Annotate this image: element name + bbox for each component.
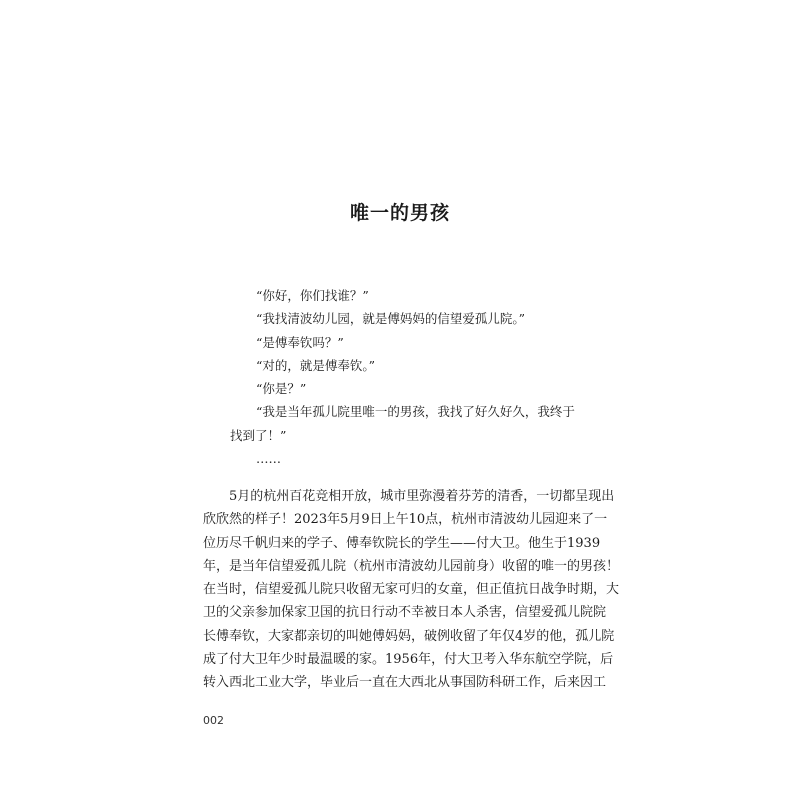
body-line: 欣欣然的样子！2023年5月9日上午10点，杭州市清波幼儿园迎来了一 — [203, 512, 608, 528]
body-paragraph — [203, 485, 620, 695]
dialogue-line: “你好，你们找谁？” — [256, 288, 369, 303]
body-line: 成了付大卫年少时最温暖的家。1956年，付大卫考入华东航空学院，后 — [203, 652, 614, 668]
dialogue-line-continuation: 找到了！” — [230, 427, 287, 443]
dialogue-ellipsis: …… — [256, 451, 281, 467]
body-line: 转入西北工业大学，毕业后一直在大西北从事国防科研工作，后来因工 — [203, 675, 607, 691]
dialogue-line: “你是？” — [256, 381, 307, 397]
body-line: 长傅奉钦，大家都亲切的叫她傅妈妈，破例收留了年仅4岁的他，孤儿院 — [203, 628, 615, 644]
dialogue-line: “我是当年孤儿院里唯一的男孩，我找了好久好久，我终于 — [256, 404, 575, 420]
body-line: 5月的杭州百花竞相开放，城市里弥漫着芬芳的清香，一切都呈现出 — [229, 489, 615, 504]
dialogue-line: “是傅奉钦吗？” — [256, 334, 344, 350]
chapter-title: 唯一的男孩 — [349, 202, 450, 224]
body-line: 年，是当年信望爱孤儿院（杭州市清波幼儿园前身）收留的唯一的男孩！ — [203, 558, 620, 574]
dialogue-line: “我找清波幼儿园，就是傅妈妈的信望爱孤儿院。” — [256, 311, 526, 327]
page-number: 002 — [203, 714, 224, 727]
dialogue-line: “对的，就是傅奉钦。” — [256, 357, 376, 373]
body-line: 卫的父亲参加保家卫国的抗日行动不幸被日本人杀害，信望爱孤儿院院 — [203, 605, 607, 621]
body-line: 位历尽千帆归来的学子、傅奉钦院长的学生——付大卫。他生于1939 — [203, 535, 601, 551]
body-line: 在当时，信望爱孤儿院只收留无家可归的女童，但正值抗日战争时期，大 — [203, 582, 620, 598]
dialogue-block — [230, 284, 590, 470]
